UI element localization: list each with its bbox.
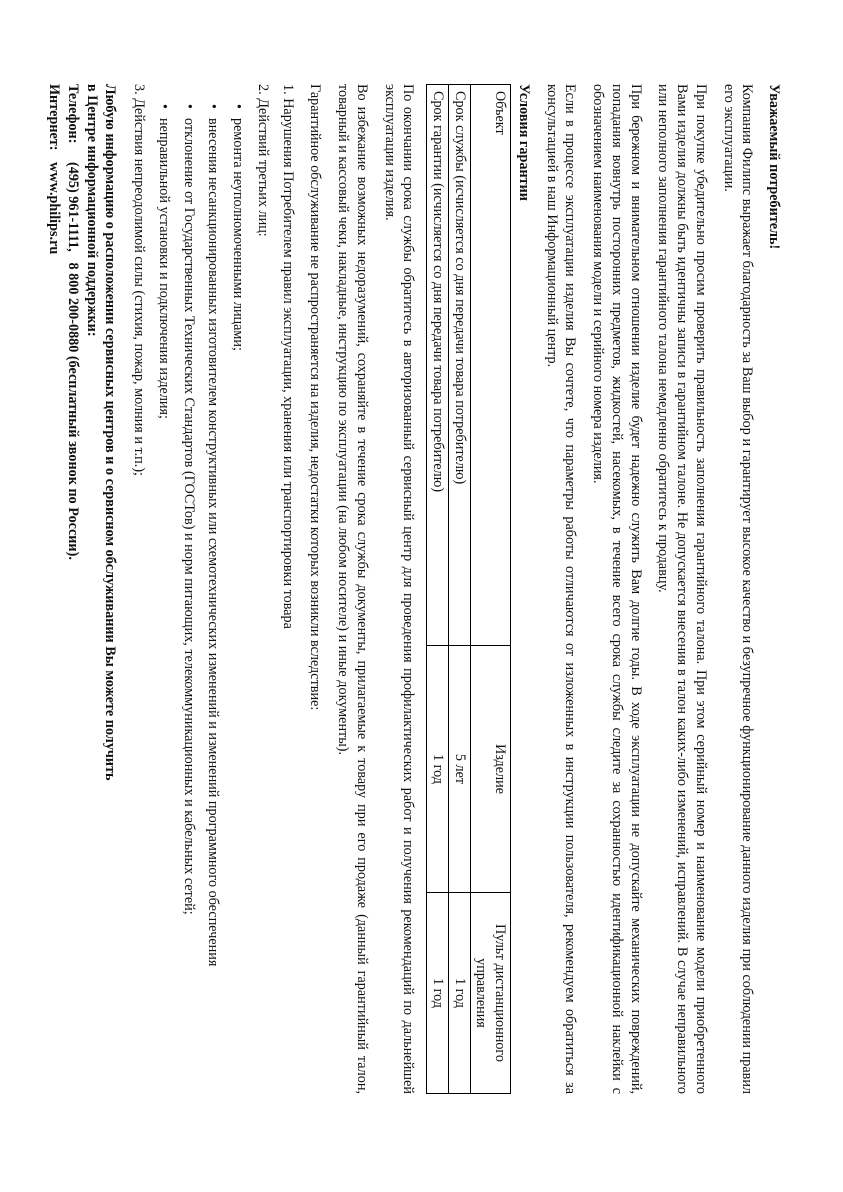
table-header-cell: Пульт дистанционного управления (470, 893, 510, 1094)
table-row (448, 85, 470, 1094)
list-item: 3. Действия непреодолимой силы (стихия, пожар, молния и т.п.); (131, 84, 148, 476)
bullet-item: • ремонта неуполномоченными лицами; (228, 104, 247, 1094)
contact-block (45, 84, 120, 1094)
bullet-item: • внесения несанкционированных изготовителем конструктивных или схемотехнических изменений и изменений программного обеспечения (204, 104, 223, 1094)
phone-row (63, 84, 82, 1094)
bullet-item: • отклонение от Государственных Технических Стандартов (ГОСТов) и норм питающих, телекоммуникационных и кабельных сетей; (179, 104, 198, 1094)
service-end-paragraph: По окончании срока службы обратитесь в авторизованный сервисный центр для проведения профилактических работ и получения рекомендаций по дальнейшей эксплуатации изделия. (381, 84, 417, 1094)
purchase-paragraph: При покупке убедительно просим проверить правильность заполнения гарантийного талона. При этом серийный номер и наименование модели приобретенного Вами изделия должны быть идентичны записи в гарантийном талоне. Не допускается внесения в талон каких-либо изменений, исправлений. В случае неправильного или неполного заполнения гарантийного талона немедленно обратитесь к продавцу. (655, 84, 709, 1094)
page-content (45, 84, 784, 1094)
list-item: 2. Действий третьих лиц: (254, 84, 271, 237)
phone-label: Телефон: (64, 84, 81, 144)
table-header-cell: Объект (470, 85, 510, 646)
table-header-cell: Изделие (470, 646, 510, 893)
bullet-item: • неправильной установки и подключения изделия; (154, 104, 173, 1094)
table-cell: 1 год (448, 893, 470, 1094)
table-cell: Срок службы (исчисляется со дня передачи товара потребителю) (448, 85, 470, 646)
table-cell: 5 лет (448, 646, 470, 893)
exclusions-paragraph: Гарантийное обслуживание не распространяется на изделия, недостатки которых возникли вследствие: (307, 84, 324, 711)
documents-paragraph: Во избежание возможных недоразумений, сохраняйте в течение срока службы документы, прилагаемые к товару при его продаже (данный гарантийный талон, товарный и кассовый чеки, накладные, инструкцию по эксплуатации (на любом носителе) и иные документы). (335, 84, 370, 1094)
web-row (45, 84, 64, 1094)
page-title: Уважаемый потребитель! (766, 84, 782, 250)
table-header-row (470, 85, 510, 1094)
intro-paragraph: Компания Филипс выражает благодарность за Ваш выбор и гарантирует высокое качество и безупречное функционирование данного изделия при соблюдении правил его эксплуатации. (720, 84, 756, 1094)
table-cell: 1 год (427, 646, 449, 893)
table-row (427, 85, 449, 1094)
consultation-paragraph: Если в процессе эксплуатации изделия Вы сочтете, что параметры работы отличаются от изложенных в инструкции пользователя, рекомендуем обратиться за консультацией в наш Информационный центр. (543, 84, 579, 1094)
web-label: Интернет: (46, 84, 63, 151)
table-cell: Срок гарантии (исчисляется со дня передачи товара потребителю) (427, 85, 449, 646)
phone-value: (495) 961-1111, 8 800 200-0880 (бесплатный звонок по России). (64, 162, 81, 560)
contact-line: Любую информацию о расположении сервисных центров и о сервисном обслуживании Вы можете получить (102, 84, 119, 781)
web-link[interactable]: www.philips.ru (46, 162, 63, 255)
list-item: 1. Нарушения Потребителем правил эксплуатации, хранения или транспортировки товара (279, 84, 296, 629)
contact-line: в Центре информационной поддержки: (83, 84, 100, 337)
warranty-table (426, 84, 511, 1094)
table-cell: 1 год (427, 893, 449, 1094)
care-paragraph: При бережном и внимательном отношении изделие будет надежно служить Вам долгие годы. В ходе эксплуатации не допускайте механических повреждений, попадания вовнутрь посторонних предметов, жидкостей, насекомых, в течение всего срока службы следите за сохранностью идентификационной наклейки с обозначением наименования модели и серийного номера изделия. (590, 84, 644, 1094)
causes-list (129, 84, 296, 1094)
warranty-heading: Условия гарантии (515, 84, 532, 201)
